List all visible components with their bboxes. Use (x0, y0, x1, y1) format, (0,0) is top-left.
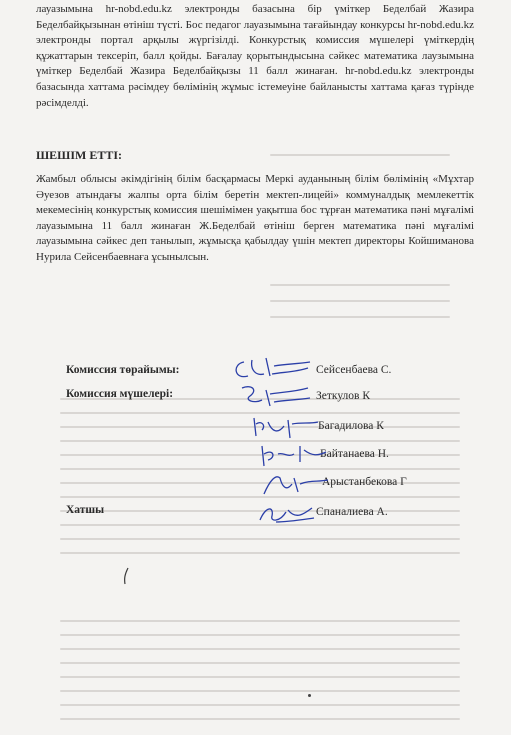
secretary-signature (256, 500, 320, 528)
member-signature-1 (236, 380, 316, 412)
member-name-3: Байтанаева Н. (320, 448, 389, 460)
member-name-1: Зеткулов К (316, 390, 371, 402)
decision-heading: ШЕШІМ ЕТТІ: (36, 148, 123, 162)
member-signature-4 (258, 470, 334, 500)
chair-name: Сейсенбаева С. (316, 364, 392, 376)
members-label: Комиссия мүшелері: (66, 388, 174, 400)
body-paragraph-2: Жамбыл облысы әкімдігінің білім басқармасы Меркі ауданының білім бөлімінің «Мұхтар Әуезов атындағы жалпы орта білім беретін мектеп-лицейі» коммуналдық мемлекеттік мекемесінің конкурстық комиссия шешімімен уақытша бос тұрған математика пәні мұғалімі лауазымына 11 балл жинаған Ж.Беделбай өтініш берген математика пәні мұғалімі лауазымына сәйкес деп танылып, жұмысқа қабылдау үшін мектеп директоры Койшиманова Нурила Сейсенбаевнаға ұсынылсын. (36, 173, 474, 263)
chair-label: Комиссия төрайымы: (66, 364, 180, 376)
ink-dot (308, 694, 311, 697)
member-name-4: Арыстанбекова Г (322, 476, 407, 488)
body-paragraph-1: лауазымына hr-nobd.edu.kz электронды базасына бір үміткер Беделбай Жазира Беделбайқызынан өтініш түсті. Бос педагог лауазымына тағайындау конкурсы hr-nobd.edu.kz электронды портал арқылы жүргізілді. Конкурстық комиссия мүшелері үміткердің құжаттарын тексеріп, балл қойды. Бағалау қорытындысына сәйкес математика лаузымына үміткер Беделбай Жазира Беделбайқызы 11 балл жинаған. hr-nobd.edu.kz электронды базасында хаттама рәсімдеу бөлімінің жұмыс істемеуіне байланысты хаттама қағаз түрінде рәсімделді. (36, 3, 474, 109)
secretary-name: Спаналиева А. (316, 506, 388, 518)
member-name-2: Багадилова К (318, 420, 384, 432)
pen-mark (120, 566, 132, 586)
member-signature-2 (248, 412, 324, 442)
member-signature-3 (254, 440, 330, 470)
secretary-label: Хатшы (66, 504, 105, 516)
